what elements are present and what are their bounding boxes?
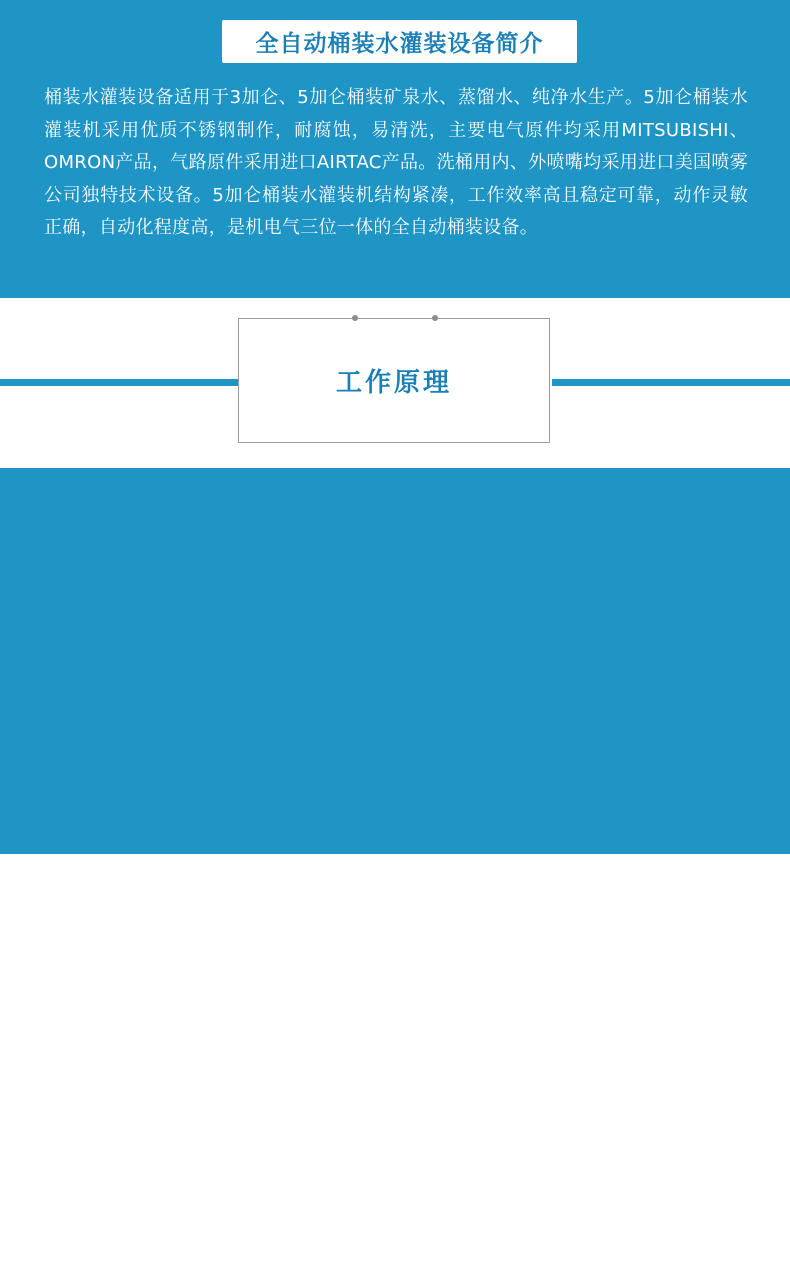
divider-line-right — [552, 379, 790, 386]
principle-title: 工作原理 — [335, 368, 452, 398]
principle-section — [0, 468, 790, 1256]
divider-line-left — [0, 379, 238, 386]
intro-body: 桶装水灌装设备适用于3加仑、5加仑桶装矿泉水、蒸馏水、纯净水生产。5加仑桶装水灌装机采用优质不锈钢制作，耐腐蚀，易清洗，主要电气原件均采用MITSUBISHI、OMRON产品，气路原件采用进口AIRTAC产品。洗桶用内、外喷嘴均采用进口美国喷雾公司独特技术设备。5加仑桶装水灌装机结构紧凑，工作效率高且稳定可靠，动作灵敏正确，自动化程度高，是机电气三位一体的全自动桶装设备。 — [44, 87, 748, 238]
intro-title: 全自动桶装水灌装设备简介 — [222, 20, 577, 63]
pin-dot-left — [352, 315, 358, 321]
principle-paragraph-1: 空桶随链条运动一个工位，成倒立状对桶口桶身进行冲洗。冲洗过程共经过八道工序，第一、二道碱洗，第三道滴干，第四、五消毒液，第六滴干 第七道回水清洗，第八道滴干 第九纯水冲洗，第十道滴干，第十一纯水冲洗，第十二滴干（也可以根据用户需求设定工序）。 — [44, 958, 748, 1072]
principle-heading-box — [238, 318, 550, 443]
principle-paragraph-2: 5加仑桶装水生产线将冲洗干净的净桶随链条运动翻转90度，空桶由拔桶汽缸将空桶拔出桶座并随翻桶架下翻，然后由推桶气缸将桶向上翻转，使空桶置于灌装机输送带上等待灌装。 消毒后的空桶至灌装位置后灌装阀由气缸推动伸入桶口，灌装泵打开灌装，灌装时间由PLC设定，并可根据液位高低使用面板多功能按钮修正灌装时间，以达到正确位置。灌装结束后，满桶由输送带将已灌装完的满桶送至压盖工位，途中经过戴盖工位时自动将瓶盖套上桶口。压盖完成后通过输送链输出，进入后包装工序。 — [44, 1080, 748, 1256]
intro-section — [0, 0, 790, 298]
pin-dot-right — [432, 315, 438, 321]
principle-body — [44, 954, 748, 1261]
